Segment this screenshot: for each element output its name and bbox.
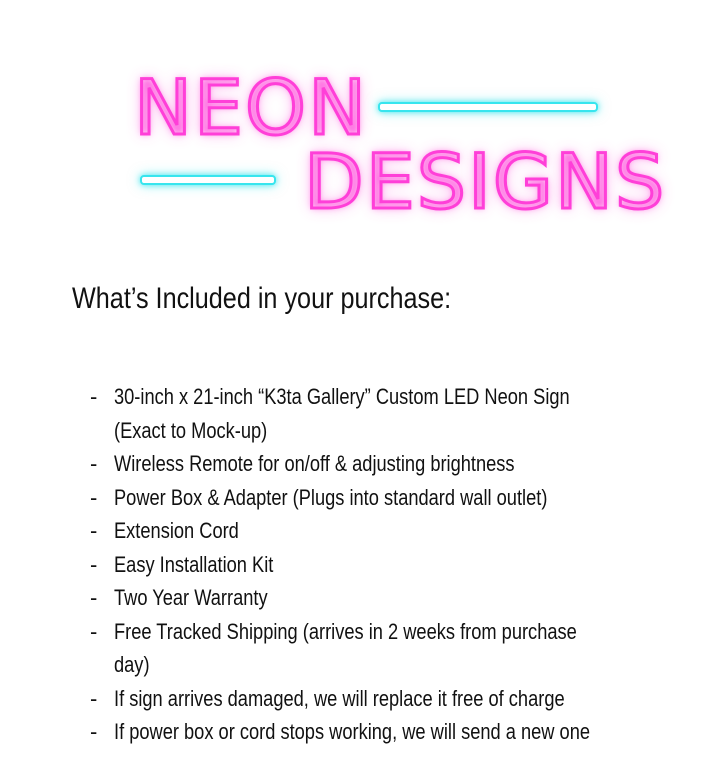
list-item bbox=[90, 715, 690, 749]
list-dash: - bbox=[90, 484, 98, 510]
list-item-text: Extension Cord bbox=[114, 518, 239, 543]
list-dash: - bbox=[90, 451, 98, 476]
list-item-text: Power Box & Adapter (Plugs into standard wall outlet) bbox=[114, 484, 548, 510]
neon-designs-logo bbox=[0, 0, 703, 240]
list-dash: - bbox=[90, 384, 98, 409]
list-item bbox=[90, 380, 690, 447]
list-dash: - bbox=[90, 719, 98, 744]
list-dash: - bbox=[90, 685, 98, 711]
list-item-text: 30-inch x 21-inch “K3ta Gallery” Custom LED Neon Sign (Exact to Mock-up) bbox=[114, 384, 570, 443]
logo-word-neon: NEON bbox=[134, 63, 369, 152]
logo-cyan-bar-top bbox=[378, 102, 598, 112]
logo-word-designs: DESIGNS bbox=[304, 137, 667, 226]
page-heading: What’s Included in your purchase: bbox=[72, 282, 452, 315]
list-item-text: Easy Installation Kit bbox=[114, 551, 274, 577]
list-item-text: Free Tracked Shipping (arrives in 2 weeks from purchase day) bbox=[114, 618, 577, 677]
included-items-list bbox=[90, 380, 690, 749]
list-item-text: Wireless Remote for on/off & adjusting brightness bbox=[114, 451, 515, 476]
list-item bbox=[90, 447, 690, 481]
list-dash: - bbox=[90, 585, 98, 610]
logo-cyan-bar-bottom bbox=[140, 175, 276, 185]
list-item-text: If sign arrives damaged, we will replace it free of charge bbox=[114, 685, 565, 711]
list-dash: - bbox=[90, 518, 98, 543]
list-item-text: Two Year Warranty bbox=[114, 585, 268, 610]
list-item bbox=[90, 581, 690, 615]
list-item bbox=[90, 615, 690, 682]
list-dash: - bbox=[90, 618, 98, 644]
list-item bbox=[90, 682, 690, 716]
list-item bbox=[90, 548, 690, 582]
list-dash: - bbox=[90, 551, 98, 577]
list-item-text: If power box or cord stops working, we will send a new one bbox=[114, 719, 591, 744]
list-item bbox=[90, 514, 690, 548]
list-item bbox=[90, 481, 690, 515]
